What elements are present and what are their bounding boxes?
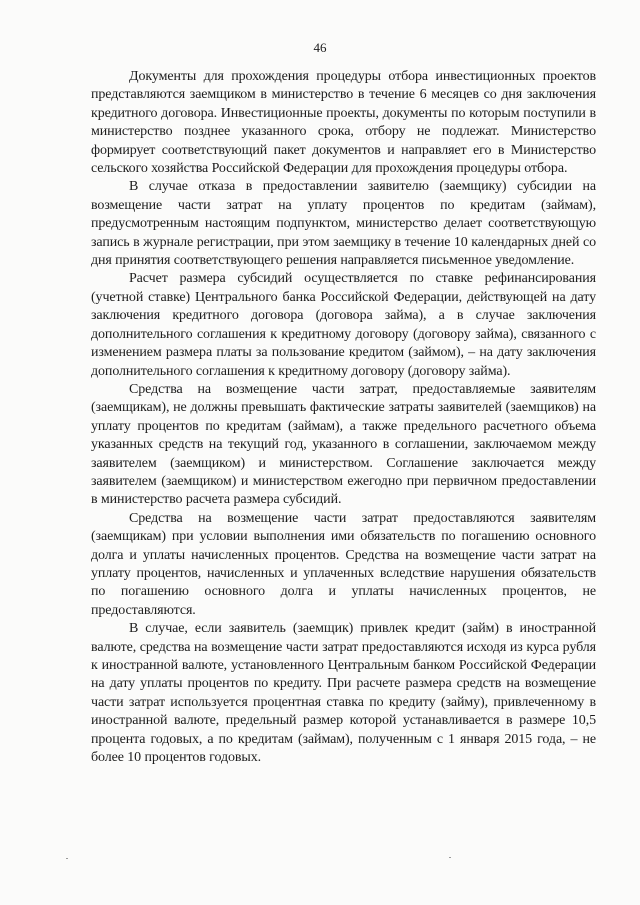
paragraph-submission-deadline: Документы для прохождения процедуры отбора инвестиционных проектов представляются заемщиком в министерство в течение 6 месяцев со дня заключения кредитного договора. Инвестиционные проекты, документы по которым поступили в министерство позднее указанного срока, отбору не подлежат. Министерство формирует соответствующий пакет документов и направляет его в Министерство сельского хозяйства Российской Федерации для прохождения процедуры отбора. <box>91 69 596 177</box>
paragraph-subsidy-calculation: Расчет размера субсидий осуществляется по ставке рефинансирования (учетной ставке) Центрального банка Российской Федерации, действующей на дату заключения кредитного договора (договора займа), а в случае заключения дополнительного соглашения к кредитному договору (договору займа), связанного с изменением размера платы за пользование кредитом (займом), – на дату заключения дополнительного соглашения к кредитному договору (договору займа). <box>91 271 596 379</box>
paragraph-foreign-currency: В случае, если заявитель (заемщик) привлек кредит (займ) в иностранной валюте, средства на возмещение части затрат предоставляются исходя из курса рубля к иностранной валюте, установленного Центральным банком Российской Федерации на дату уплаты процентов по кредиту. При расчете размера средств на возмещение части затрат используется процентная ставка по кредиту (займу), привлеченному в иностранной валюте, предельный размер которой устанавливается в размере 10,5 процента годовых, а по кредитам (займам), полученным с 1 января 2015 года, – не более 10 процентов годовых. <box>91 621 596 766</box>
document-body <box>91 68 596 767</box>
scan-speck <box>66 858 68 859</box>
scan-speck <box>449 857 451 858</box>
paragraph-refusal-notice: В случае отказа в предоставлении заявителю (заемщику) субсидии на возмещение части затрат на уплату процентов по кредитам (займам), предусмотренным настоящим подпунктом, министерство делает соответствующую запись в журнале регистрации, при этом заемщику в течение 10 календарных дней со дня принятия соответствующего решения направляется письменное уведомление. <box>91 179 596 269</box>
paragraph-expense-limits: Средства на возмещение части затрат, предоставляемые заявителям (заемщикам), не должны превышать фактические затраты заявителей (заемщиков) на уплату процентов по кредитам (займам), а также предельного расчетного объема указанных средств на текущий год, указанного в соглашении, заключаемом между заявителем (заемщиком) и министерством. Соглашение заключается между заявителем (заемщиком) и министерством ежегодно при первичном предоставлении в министерство расчета размера субсидий. <box>91 381 596 508</box>
page-number: 46 <box>313 40 327 55</box>
paragraph-obligations: Средства на возмещение части затрат предоставляются заявителям (заемщикам) при условии выполнения ими обязательств по погашению основного долга и уплаты начисленных процентов. Средства на возмещение части затрат на уплату процентов, начисленных и уплаченных вследствие нарушения обязательств по погашению основного долга и уплаты начисленных процентов, не предоставляются. <box>91 510 596 618</box>
